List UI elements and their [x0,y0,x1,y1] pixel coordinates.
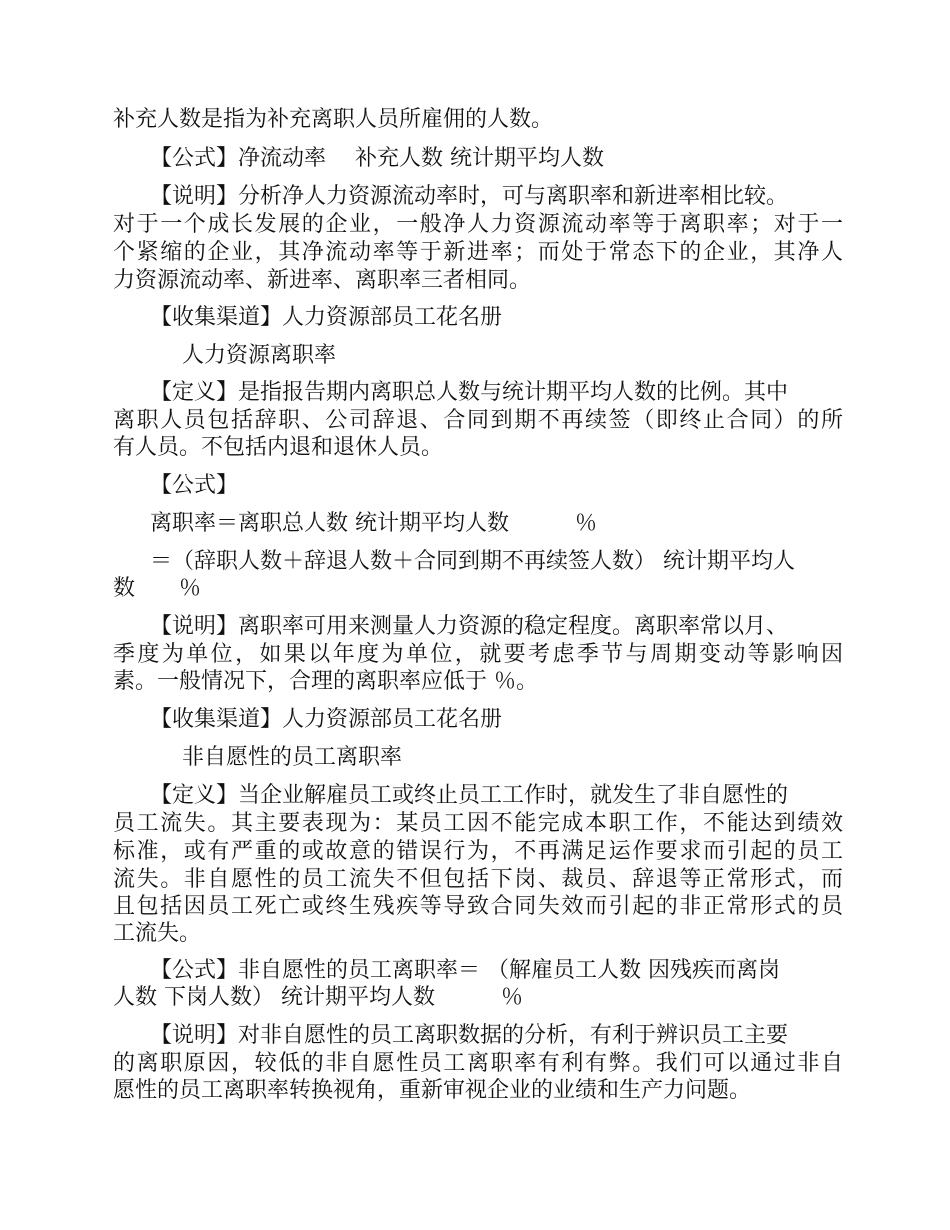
text-line: 【定义】是指报告期内离职总人数与统计期平均人数的比例。其中 [150,380,789,405]
text-line: 且包括因员工死亡或终生残疾等导致合同失效而引起的非正常形式的员 [113,894,843,919]
text-line: 【说明】对非自愿性的员工离职数据的分析，有利于辨识员工主要 [150,1023,789,1048]
text-line: 力资源流动率、新进率、离职率三者相同。 [113,268,532,293]
text-line: 素。一般情况下，合理的离职率应低于 ％。 [113,669,538,694]
formula-line: 数 ％ [113,576,202,601]
text-line: 个紧缩的企业，其净流动率等于新进率；而处于常态下的企业，其净人 [113,240,843,265]
text-line: 的离职原因，较低的非自愿性员工离职率有利有弊。我们可以通过非自 [113,1051,843,1076]
text-line: 员工流失。其主要表现为：某员工因不能完成本职工作，不能达到绩效 [113,811,843,836]
source-line: 【收集渠道】人力资源部员工花名册 [150,305,503,330]
formula-line: 离职率＝离职总人数 统计期平均人数 ％ [150,511,597,536]
text-line: 【说明】分析净人力资源流动率时，可与离职率和新进率相比较。 [150,184,789,209]
section-heading: 非自愿性的员工离职率 [182,745,403,770]
text-line: 补充人数是指为补充离职人员所雇佣的人数。 [113,107,554,132]
text-line: 流失。非自愿性的员工流失不但包括下岗、裁员、辞退等正常形式，而 [113,867,843,892]
text-line: 工流失。 [113,921,202,946]
formula-line: 人数 下岗人数） 统计期平均人数 ％ [113,985,523,1010]
formula-line: 【公式】非自愿性的员工离职率＝ （解雇员工人数 因残疾而离岗 [150,958,780,983]
text-line: 季度为单位，如果以年度为单位，就要考虑季节与周期变动等影响因 [113,642,843,667]
source-line: 【收集渠道】人力资源部员工花名册 [150,707,503,732]
text-line: 愿性的员工离职率转换视角，重新审视企业的业绩和生产力问题。 [113,1078,752,1103]
text-line: 离职人员包括辞职、公司辞退、合同到期不再续签（即终止合同）的所 [113,408,843,433]
formula-line: 【公式】净流动率 补充人数 统计期平均人数 [150,146,604,171]
text-line: 有人员。不包括内退和退休人员。 [113,435,444,460]
section-heading: 人力资源离职率 [182,343,337,368]
formula-line: ＝（辞职人数＋辞退人数＋合同到期不再续签人数） 统计期平均人 [150,549,795,574]
formula-label: 【公式】 [150,473,239,498]
text-line: 对于一个成长发展的企业，一般净人力资源流动率等于离职率；对于一 [113,212,843,237]
text-line: 【定义】当企业解雇员工或终止员工工作时，就发生了非自愿性的 [150,783,789,808]
text-line: 标准，或有严重的或故意的错误行为，不再满足运作要求而引起的员工 [113,839,843,864]
text-line: 【说明】离职率可用来测量人力资源的稳定程度。离职率常以月、 [150,614,789,639]
